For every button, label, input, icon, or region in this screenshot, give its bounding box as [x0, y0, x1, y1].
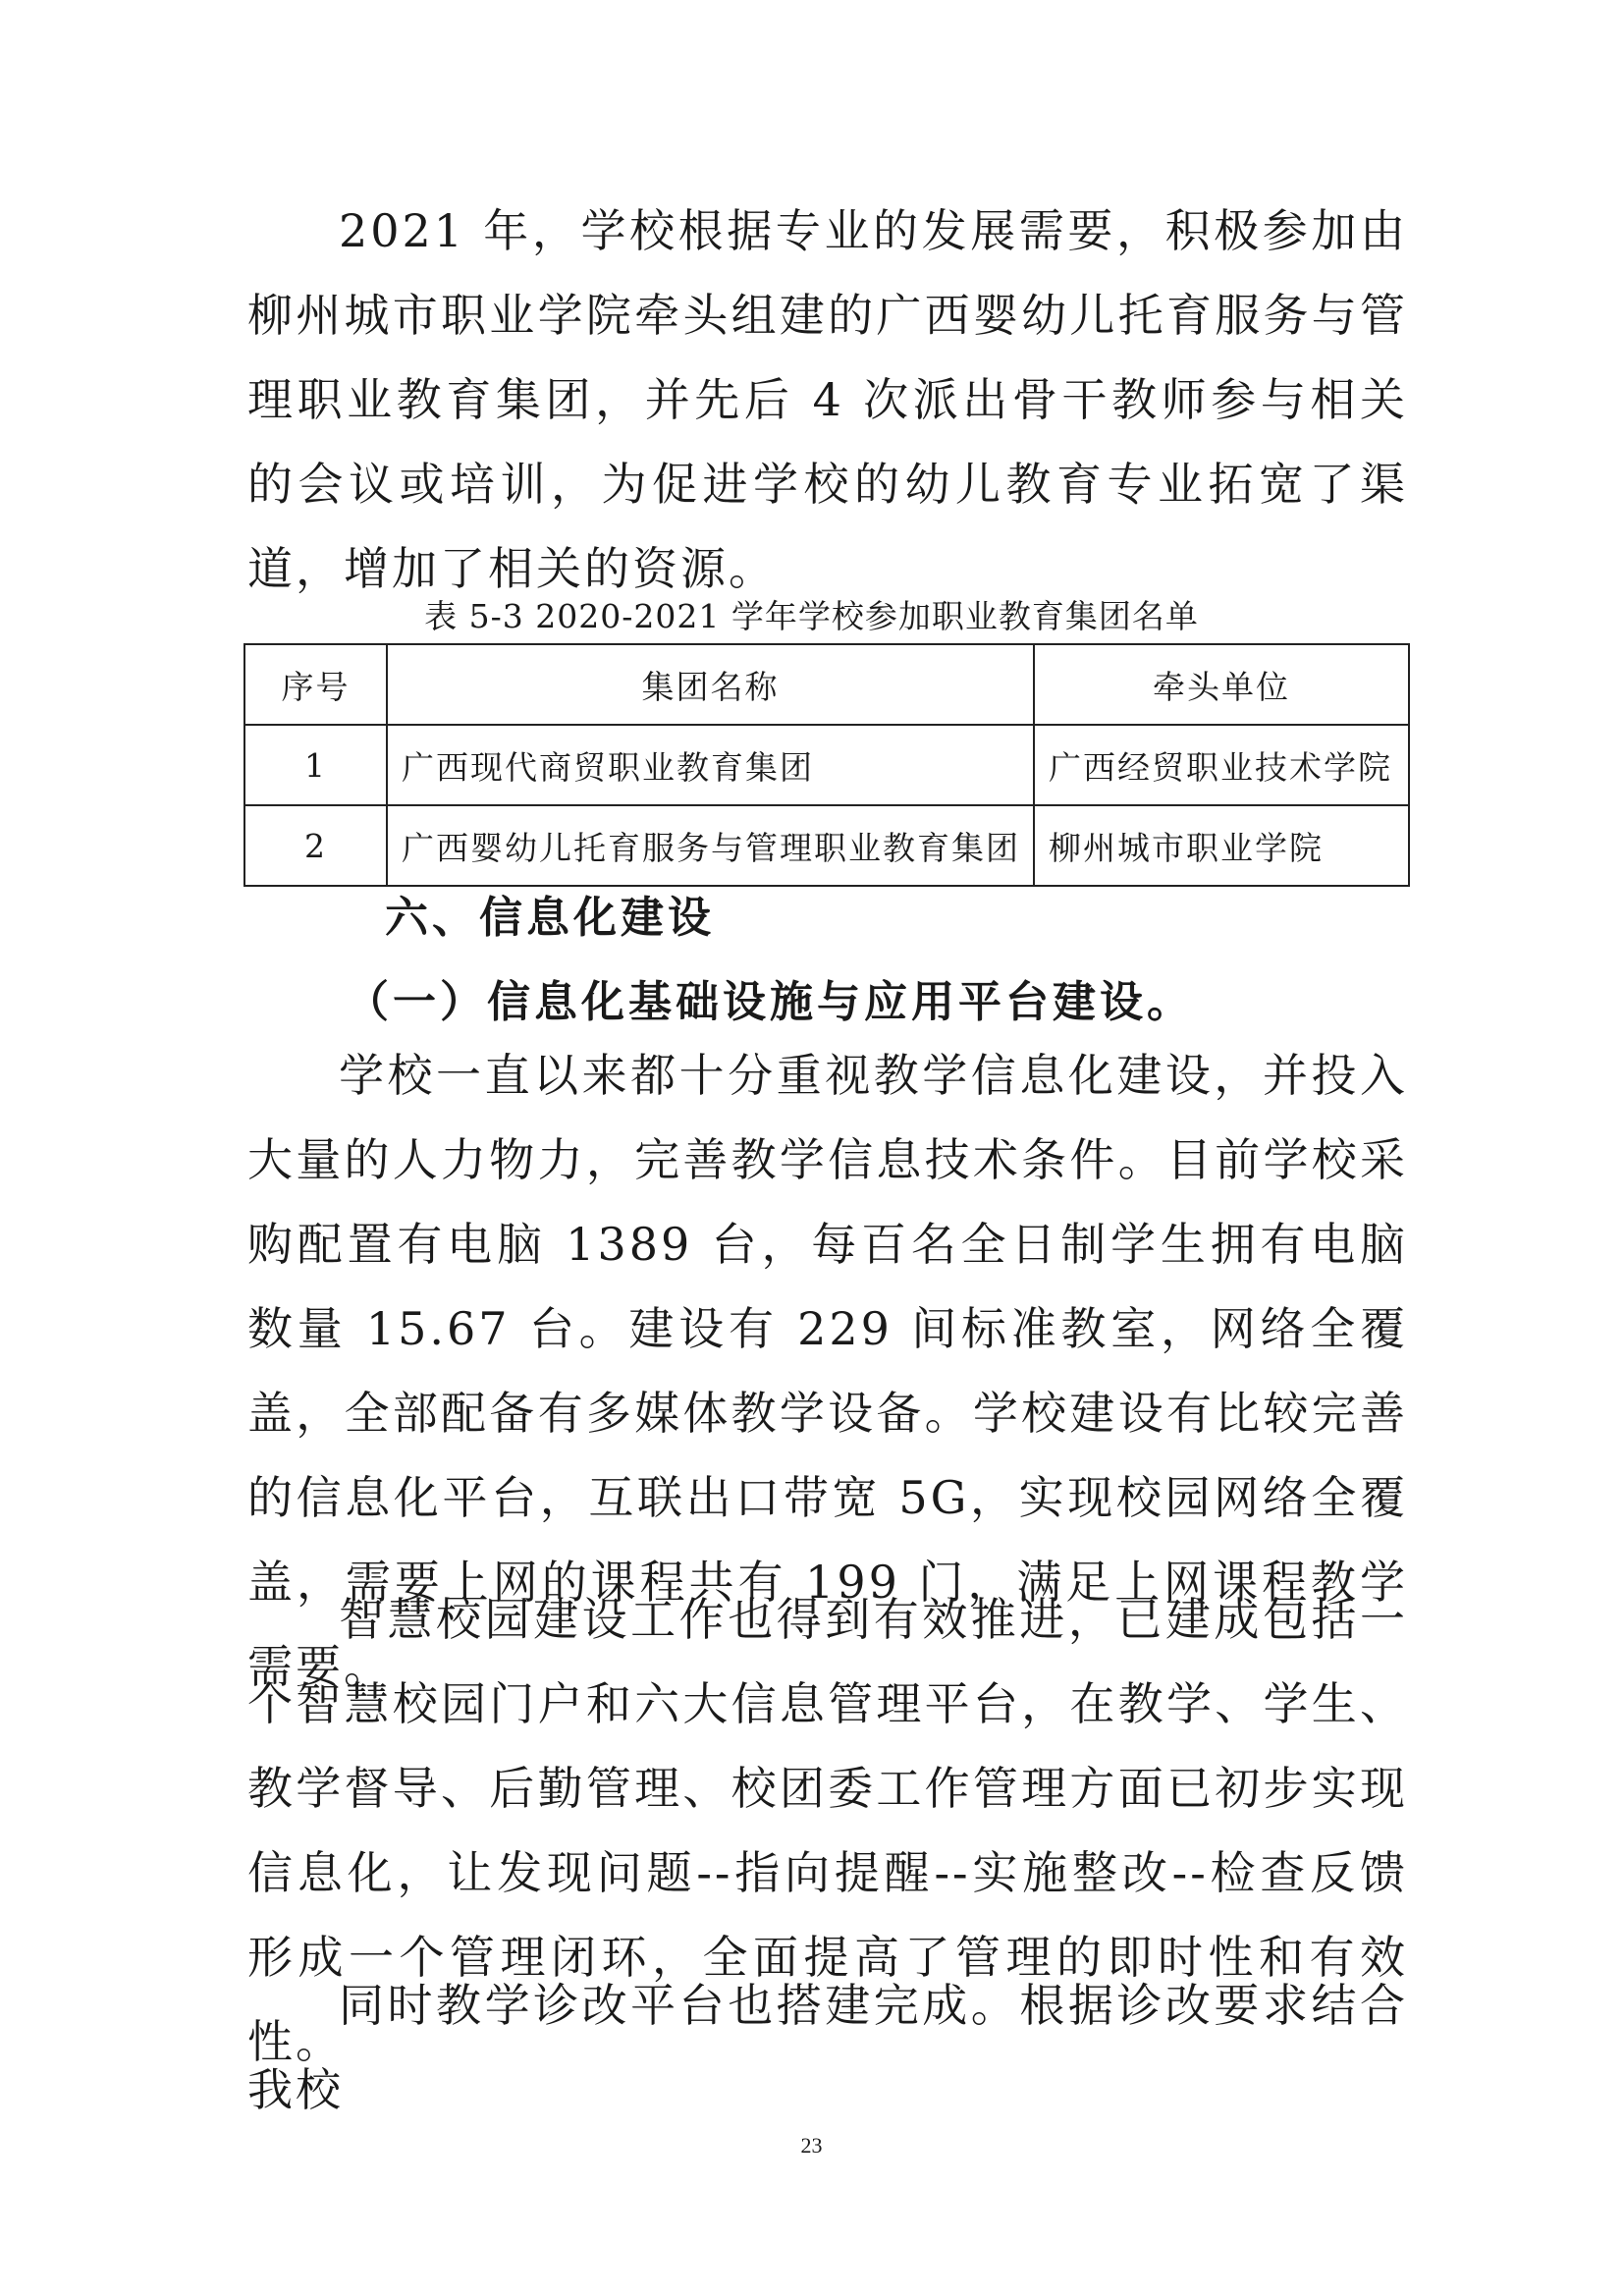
table-header-row	[244, 644, 1409, 725]
cell-group-name: 广西现代商贸职业教育集团	[387, 725, 1034, 805]
paragraph-diagnosis-platform: 同时教学诊改平台也搭建完成。根据诊改要求结合我校	[247, 1979, 1408, 2116]
header-group-name: 集团名称	[387, 644, 1034, 725]
cell-no: 2	[244, 805, 387, 886]
paragraph-smart-campus: 智慧校园建设工作也得到有效推进，已建成包括一个智慧校园门户和六大信息管理平台，在教学、学生、教学督导、后勤管理、校团委工作管理方面已初步实现信息化，让发现问题--指向提醒--实施整改--检查反馈形成一个管理闭环，全面提高了管理的即时性和有效性。	[247, 1593, 1408, 2068]
page-number: 23	[800, 2133, 823, 2158]
cell-lead-unit: 柳州城市职业学院	[1034, 805, 1409, 886]
cell-no: 1	[244, 725, 387, 805]
vocational-groups-table	[243, 643, 1410, 887]
section-heading: 六、信息化建设	[385, 893, 715, 943]
paragraph-vocational-group: 2021 年，学校根据专业的发展需要，积极参加由柳州城市职业学院牵头组建的广西婴幼儿托育服务与管理职业教育集团，并先后 4 次派出骨干教师参与相关的会议或培训，为促进学校的幼儿教育专业拓宽了渠道，增加了相关的资源。	[247, 204, 1408, 595]
subsection-heading: （一）信息化基础设施与应用平台建设。	[346, 977, 1194, 1027]
header-lead-unit: 牵头单位	[1034, 644, 1409, 725]
table-caption: 表 5-3 2020-2021 学年学校参加职业教育集团名单	[424, 597, 1199, 635]
paragraph-it-infrastructure: 学校一直以来都十分重视教学信息化建设，并投入大量的人力物力，完善教学信息技术条件。目前学校采购配置有电脑 1389 台，每百名全日制学生拥有电脑数量 15.67 台。建设有 229 间标准教室，网络全覆盖，全部配备有多媒体教学设备。学校建设有比较完善的信息化平台，互联出口带宽 5G，实现校园网络全覆盖，需要上网的课程共有 199 门，满足上网课程教学需要。	[247, 1049, 1408, 1693]
cell-group-name: 广西婴幼儿托育服务与管理职业教育集团	[387, 805, 1034, 886]
table-row	[244, 725, 1409, 805]
table-row	[244, 805, 1409, 886]
cell-lead-unit: 广西经贸职业技术学院	[1034, 725, 1409, 805]
header-no: 序号	[244, 644, 387, 725]
